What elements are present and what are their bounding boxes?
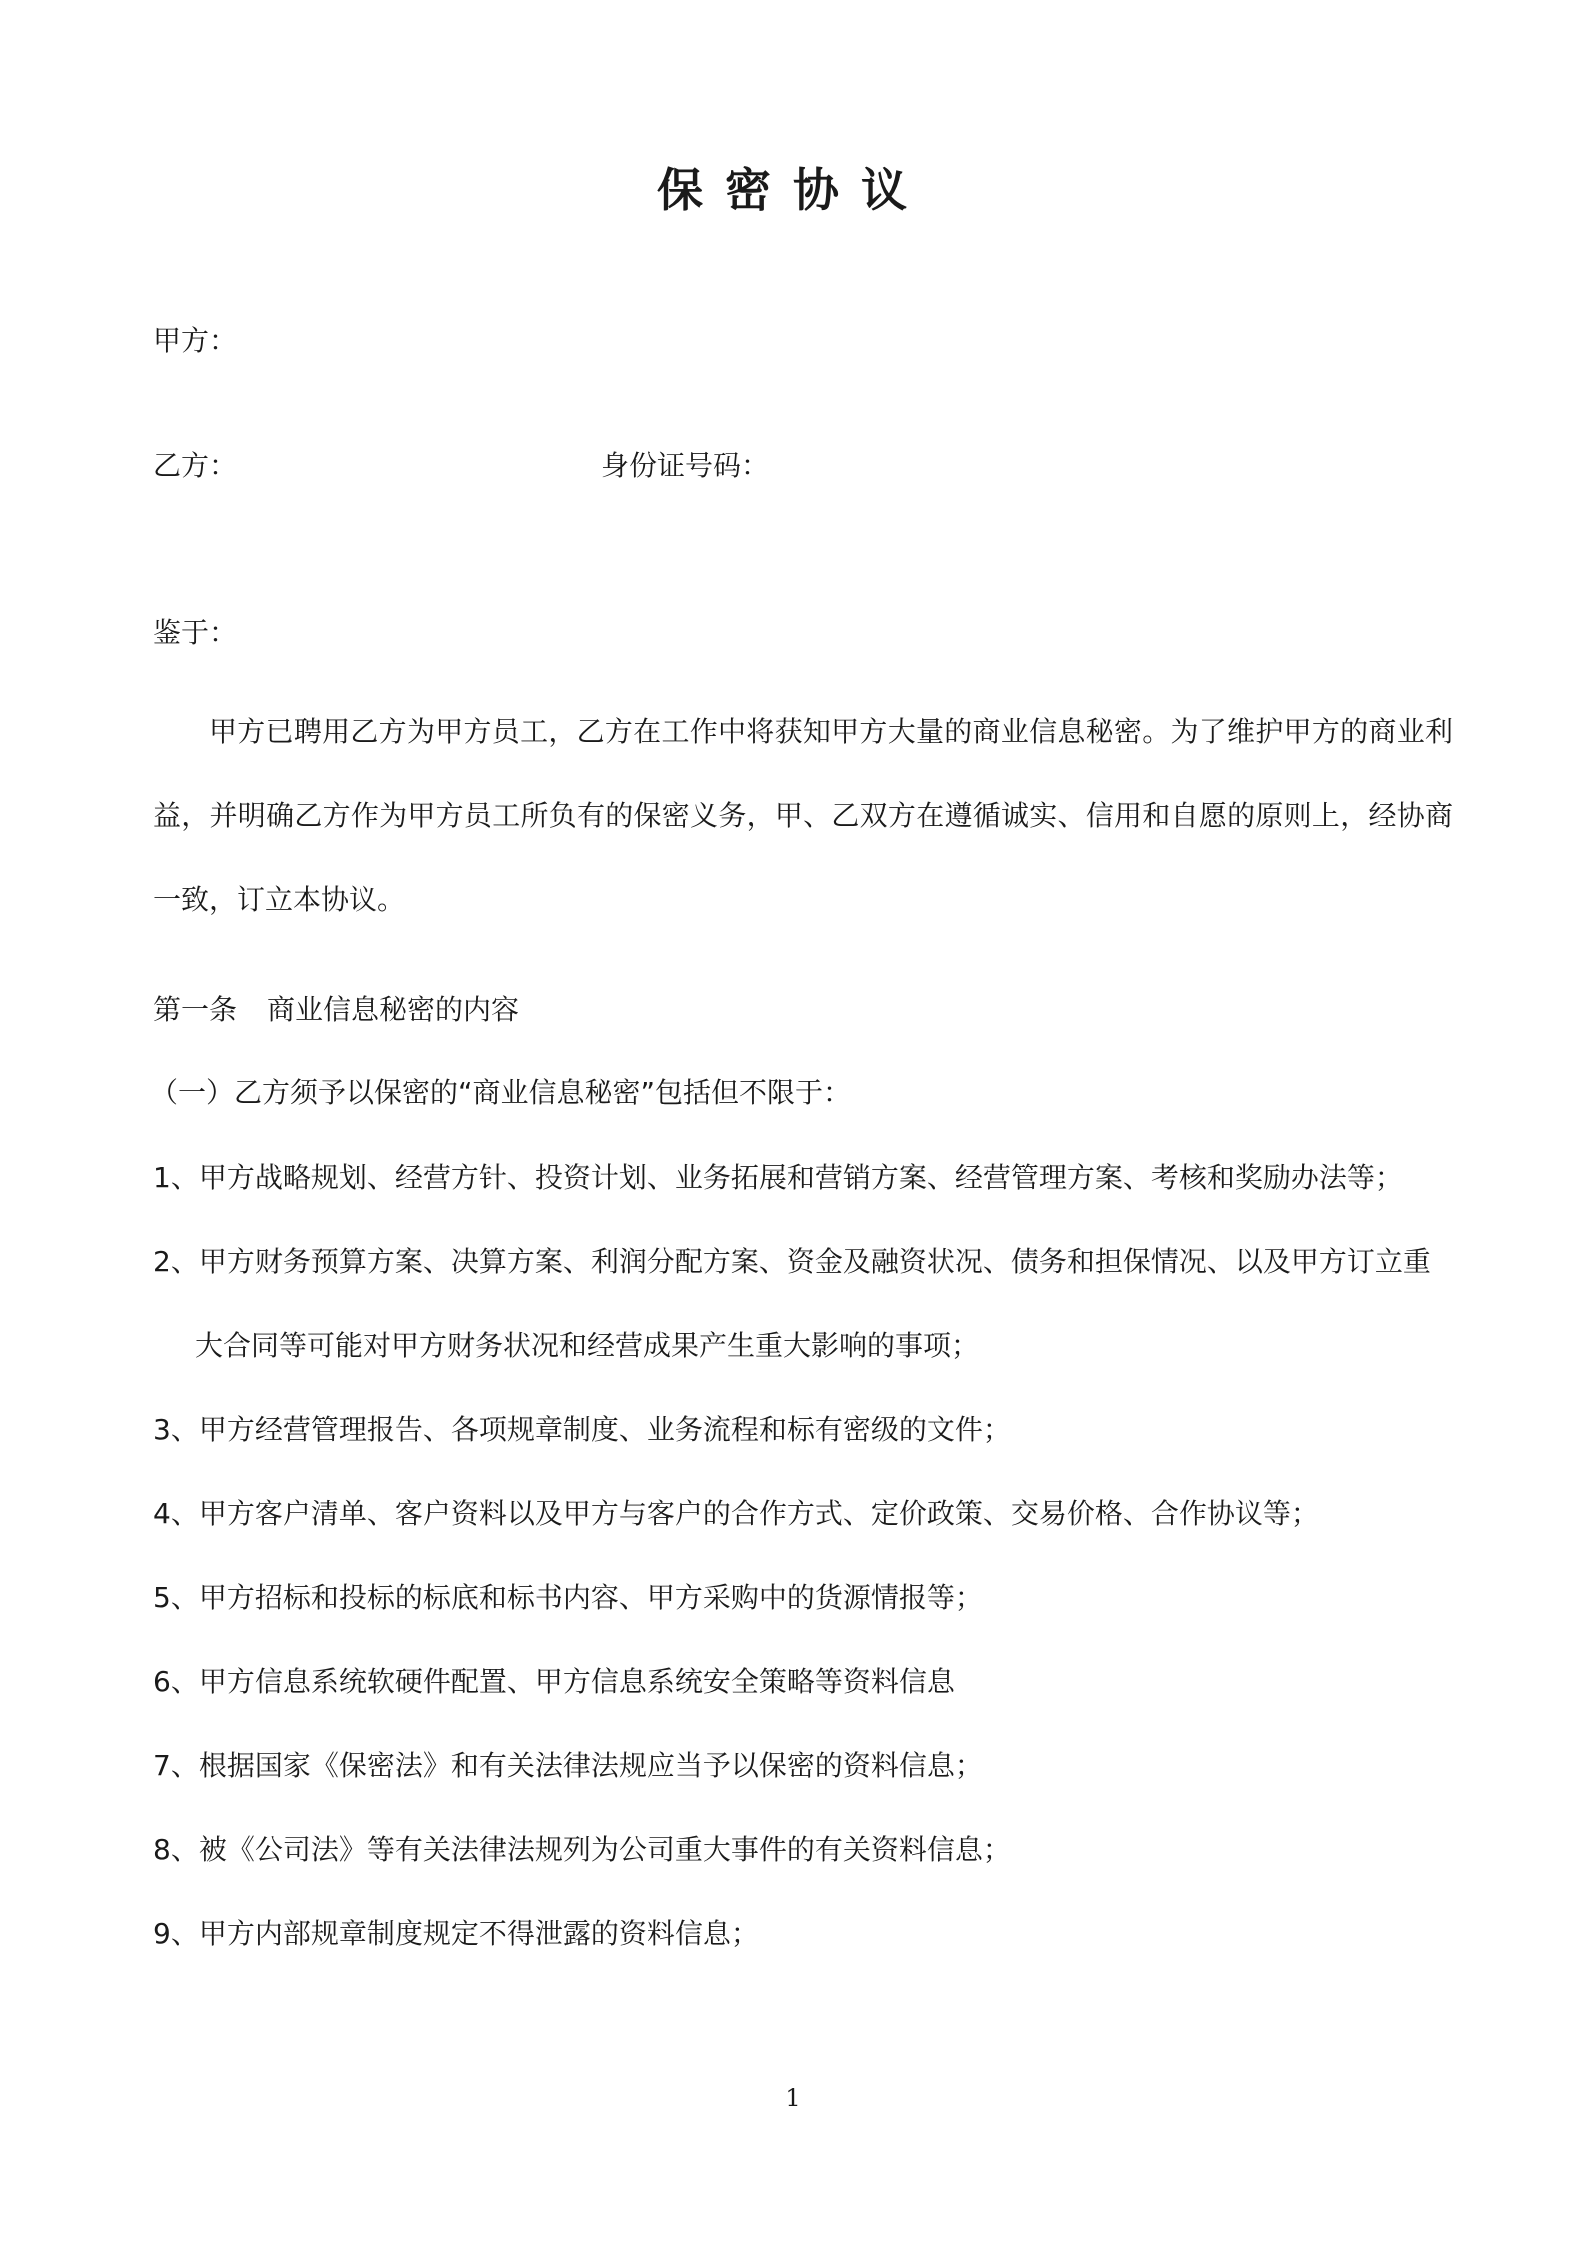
list-item-text: 被《公司法》等有关法律法规列为公司重大事件的有关资料信息；: [198, 1833, 1011, 1866]
list-item: [153, 1724, 1453, 1808]
article-1-number: 第一条: [153, 993, 238, 1026]
list-item-number: 4、: [153, 1497, 199, 1530]
list-item-text: 甲方信息系统软硬件配置、甲方信息系统安全策略等资料信息: [198, 1665, 955, 1698]
list-item: [153, 1556, 1453, 1640]
section-1-heading: （一）乙方须予以保密的“商业信息秘密”包括但不限于：: [150, 1076, 852, 1109]
list-item-number: 9、: [153, 1917, 199, 1950]
list-item: [153, 1136, 1453, 1220]
list-item: [153, 1808, 1453, 1892]
preamble-paragraph: 甲方已聘用乙方为甲方员工，乙方在工作中将获知甲方大量的商业信息秘密。为了维护甲方的商业利益，并明确乙方作为甲方员工所负有的保密义务，甲、乙双方在遵循诚实、信用和自愿的原则上，经协商一致，订立本协议。: [153, 715, 1453, 916]
id-number-label: 身份证号码：: [601, 449, 770, 482]
list-item-text: 甲方客户清单、客户资料以及甲方与客户的合作方式、定价政策、交易价格、合作协议等；: [198, 1497, 1319, 1530]
list-item-continuation: 大合同等可能对甲方财务状况和经营成果产生重大影响的事项；: [195, 1329, 980, 1362]
list-item-text: 甲方战略规划、经营方针、投资计划、业务拓展和营销方案、经营管理方案、考核和奖励办法等；: [198, 1161, 1403, 1194]
list-item: [153, 1640, 1453, 1724]
whereas-label: 鉴于：: [153, 616, 238, 649]
list-item-text: 甲方经营管理报告、各项规章制度、业务流程和标有密级的文件；: [198, 1413, 1011, 1446]
list-item-number: 8、: [153, 1833, 199, 1866]
list-item-number: 3、: [153, 1413, 199, 1446]
article-1-title: 商业信息秘密的内容: [267, 993, 520, 1026]
list-item-number: 5、: [153, 1581, 199, 1614]
list-item: [153, 1388, 1453, 1472]
list-item-text: 甲方招标和投标的标底和标书内容、甲方采购中的货源情报等；: [198, 1581, 983, 1614]
list-item-number: 2、: [153, 1245, 199, 1278]
list-item-text: 甲方内部规章制度规定不得泄露的资料信息；: [198, 1917, 759, 1950]
list-item: [153, 1892, 1453, 1976]
list-item-text: 甲方财务预算方案、决算方案、利润分配方案、资金及融资状况、债务和担保情况、以及甲方订立重: [198, 1245, 1431, 1278]
list-item-number: 7、: [153, 1749, 199, 1782]
list-item-number: 1、: [153, 1161, 199, 1194]
list-item-number: 6、: [153, 1665, 199, 1698]
list-item-text: 根据国家《保密法》和有关法律法规应当予以保密的资料信息；: [198, 1749, 983, 1782]
article-1-heading: [153, 990, 519, 1030]
party-a-label: 甲方：: [153, 324, 238, 357]
list-item: [153, 1472, 1453, 1556]
party-b-label: 乙方：: [153, 449, 238, 482]
page-number: 1: [785, 2084, 801, 2112]
list-item: [153, 1220, 1453, 1388]
document-title: 保密协议: [657, 163, 929, 217]
